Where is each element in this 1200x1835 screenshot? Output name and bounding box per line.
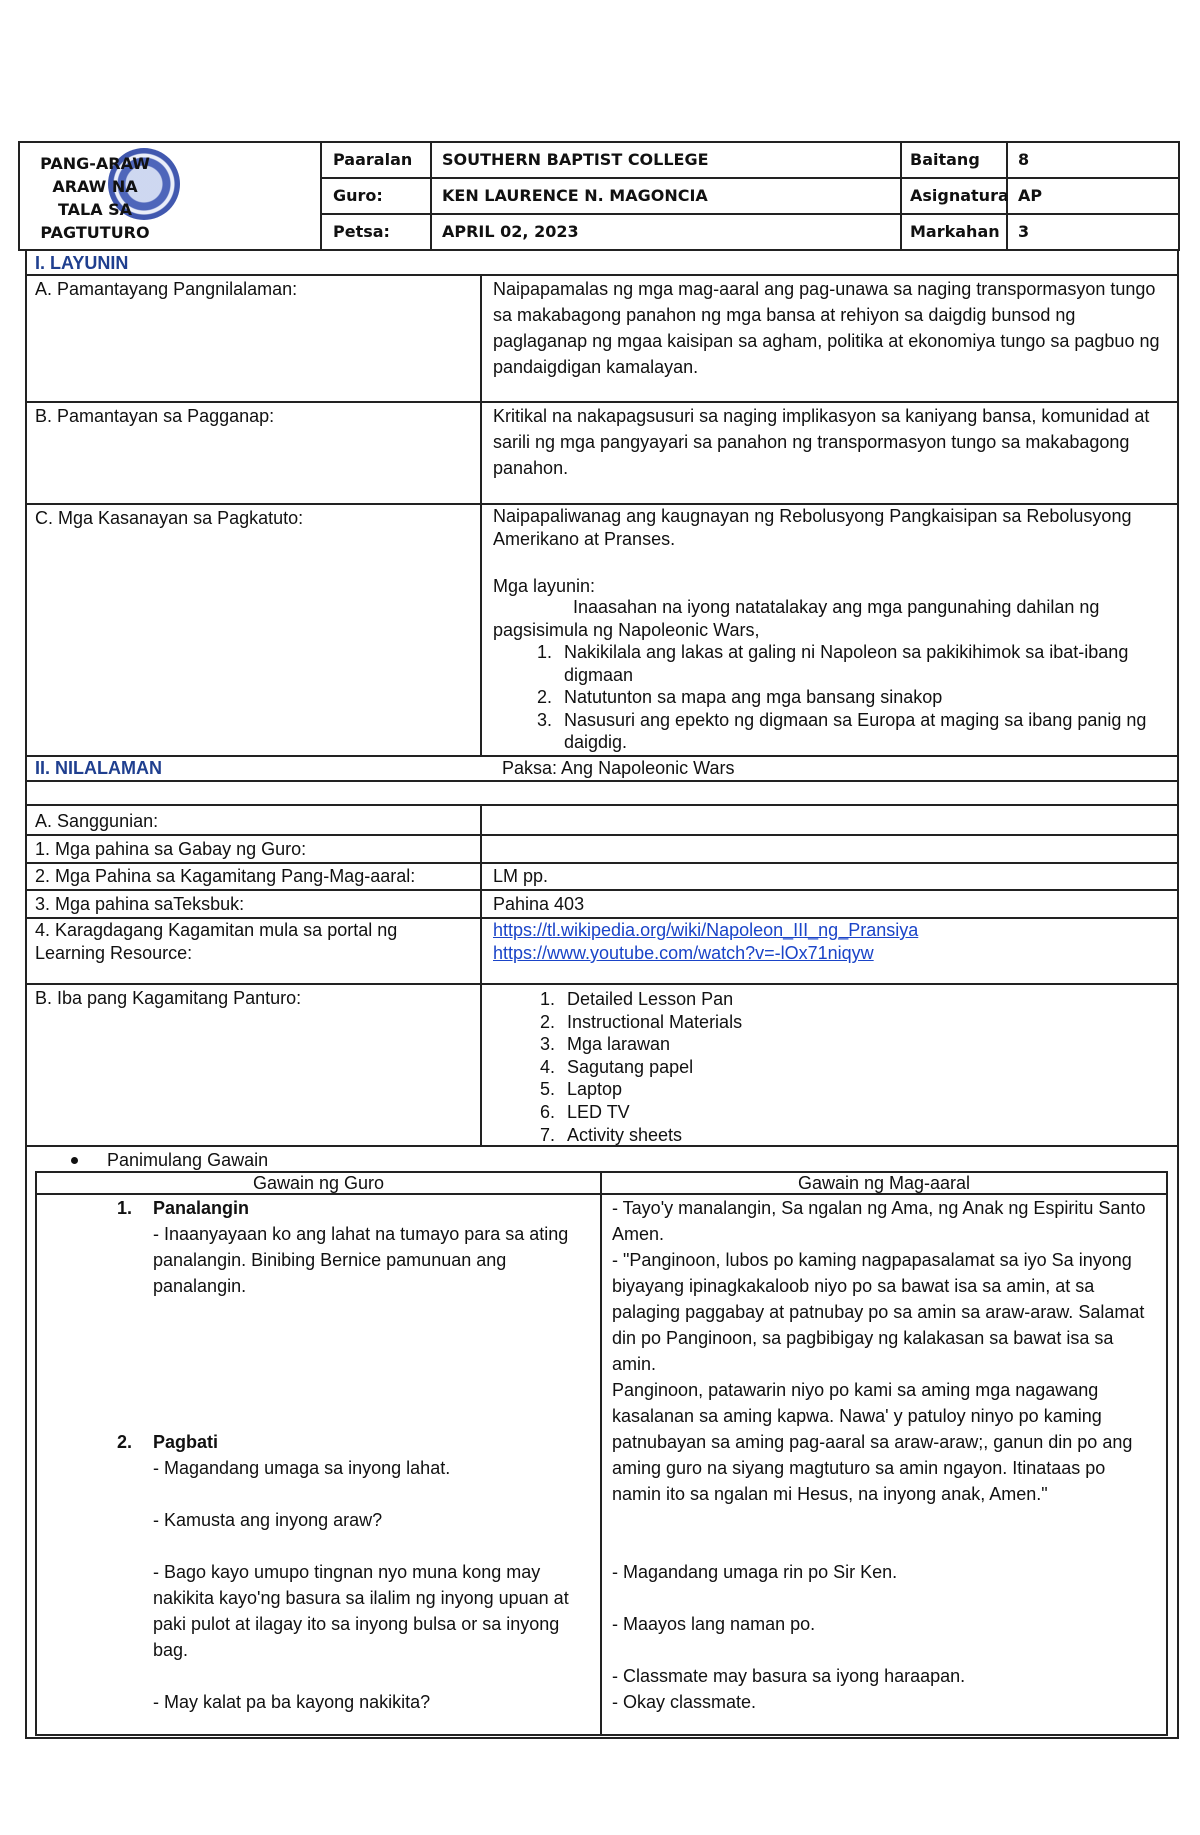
objectives-list bbox=[528, 641, 1148, 754]
bullet-icon bbox=[71, 1157, 78, 1164]
pamantayang-pangnilalaman-text: Naipapamalas ng mga mag-aaral ang pag-unawa sa naging transpormasyon tungo sa makabagong panahon ng mga bansa at rehiyon sa daigdig bunsod ng paglaganap ng mgaa kaisipan sa agham, politika at ekonomiya tungo sa pagbuo ng pandaigdigan kamalayan. bbox=[493, 279, 1160, 377]
title-line: TALA SA bbox=[57, 200, 133, 219]
kagamitan-label: 2. Mga Pahina sa Kagamitang Pang-Mag-aaral: bbox=[35, 866, 416, 886]
pamantayang-pangnilalaman-label: A. Pamantayang Pangnilalaman: bbox=[35, 279, 298, 299]
panalangin-number: 1. bbox=[117, 1198, 133, 1218]
guro-label: Guro: bbox=[333, 186, 383, 205]
list-item: 1. Nakikilala ang lakas at galing ni Napoleon sa pakikihimok sa ibat-ibang digmaan bbox=[536, 642, 1129, 685]
teksbuk-label: 3. Mga pahina saTeksbuk: bbox=[35, 894, 245, 914]
paaralan-label: Paaralan bbox=[333, 150, 413, 169]
student-line: - Magandang umaga rin po Sir Ken. bbox=[612, 1562, 898, 1582]
materials-list bbox=[531, 988, 1031, 1146]
wikipedia-link[interactable]: https://tl.wikipedia.org/wiki/Napoleon_III_ng_Pransiya bbox=[493, 920, 919, 940]
gabay-label: 1. Mga pahina sa Gabay ng Guro: bbox=[35, 839, 307, 859]
youtube-link[interactable]: https://www.youtube.com/watch?v=-lOx71niqyw bbox=[493, 943, 874, 963]
pagbati-title: Pagbati bbox=[153, 1432, 219, 1452]
student-line: - Okay classmate. bbox=[612, 1692, 757, 1712]
markahan-label: Markahan bbox=[910, 222, 1000, 241]
panimulang-gawain-label: Panimulang Gawain bbox=[107, 1150, 269, 1170]
guro-value: KEN LAURENCE N. MAGONCIA bbox=[442, 186, 708, 205]
col-header-guro: Gawain ng Guro bbox=[252, 1173, 385, 1193]
guro-line: - Magandang umaga sa inyong lahat. bbox=[153, 1458, 451, 1478]
title-line: PAGTUTURO bbox=[40, 223, 150, 242]
portal-label-line: 4. Karagdagang Kagamitan mula sa portal ng bbox=[35, 920, 398, 940]
kagamitan-value: LM pp. bbox=[493, 866, 549, 886]
pagbati-number: 2. bbox=[117, 1432, 133, 1452]
paaralan-value: SOUTHERN BAPTIST COLLEGE bbox=[442, 150, 709, 169]
layunin-intro: Inaasahan na iyong natatalakay ang mga pangunahing dahilan ng pagsisimula ng Napoleonic Wars, bbox=[493, 597, 1100, 640]
portal-label-line: Learning Resource: bbox=[35, 943, 193, 963]
nilalaman-heading: II. NILALAMAN bbox=[35, 758, 162, 778]
list-item: 2. Natutunton sa mapa ang mga bansang sinakop bbox=[536, 687, 943, 708]
kasanayan-label: C. Mga Kasanayan sa Pagkatuto: bbox=[35, 508, 304, 528]
col-header-magaaral: Gawain ng Mag-aaral bbox=[797, 1173, 971, 1193]
list-item: 2. Instructional Materials bbox=[539, 1011, 743, 1032]
list-item: 3. Mga larawan bbox=[539, 1034, 671, 1055]
sanggunian-label: A. Sanggunian: bbox=[35, 811, 159, 831]
pamantayan-sa-pagganap-label: B. Pamantayan sa Pagganap: bbox=[35, 406, 275, 426]
student-line: Panginoon, patawarin niyo po kami sa aming mga nagawang kasalanan sa aming kapwa. Nawa' y patuloy ninyo po kaming patnubayan sa aming pag-aaral sa araw-araw;, ganun din po ang aming guro na siyang magtuturo sa amin ngayon. Itinataas po namin ito sa ngalan mi Hesus, na inyong anak, Amen." bbox=[612, 1380, 1133, 1504]
iba-pang-kagamitan-label: B. Iba pang Kagamitang Panturo: bbox=[35, 988, 302, 1008]
mga-layunin-label: Mga layunin: bbox=[493, 576, 596, 596]
petsa-value: APRIL 02, 2023 bbox=[442, 222, 579, 241]
guro-line: - Bago kayo umupo tingnan nyo muna kong may nakikita kayo'ng basura sa ilalim ng inyong upuan at paki pulot at ilagay ito sa inyong bulsa or sa inyong bag. bbox=[153, 1562, 569, 1660]
student-line: - "Panginoon, lubos po kaming nagpapasalamat sa iyo Sa inyong biyayang ipinagkakaloob niyo po sa bawat isa sa amin, at sa palaging paggabay at patnubay po sa amin sa araw-araw. Salamat din po Panginoon, sa pagbibigay ng kalakasan sa bawat isa sa amin. bbox=[612, 1250, 1145, 1374]
asignatura-label: Asignatura bbox=[910, 186, 1009, 205]
student-line: - Maayos lang naman po. bbox=[612, 1614, 816, 1634]
kasanayan-text: Naipapaliwanag ang kaugnayan ng Rebolusyong Pangkaisipan sa Rebolusyong Amerikano at Pranses. bbox=[493, 506, 1132, 549]
guro-line: - May kalat pa ba kayong nakikita? bbox=[153, 1692, 431, 1712]
list-item: 5. Laptop bbox=[539, 1079, 623, 1100]
list-item: 7. Activity sheets bbox=[539, 1124, 683, 1145]
paksa-text: Paksa: Ang Napoleonic Wars bbox=[502, 758, 735, 778]
layunin-heading: I. LAYUNIN bbox=[35, 253, 129, 273]
list-item: 1. Detailed Lesson Pan bbox=[539, 989, 734, 1009]
baitang-value: 8 bbox=[1018, 150, 1030, 169]
asignatura-value: AP bbox=[1018, 186, 1043, 205]
portal-label bbox=[35, 919, 397, 965]
markahan-value: 3 bbox=[1018, 222, 1030, 241]
list-item: 4. Sagutang papel bbox=[539, 1056, 694, 1077]
petsa-label: Petsa: bbox=[333, 222, 390, 241]
student-line: - Tayo'y manalangin, Sa ngalan ng Ama, ng Anak ng Espiritu Santo Amen. bbox=[612, 1198, 1146, 1244]
list-item: 6. LED TV bbox=[539, 1101, 630, 1122]
title-line: PANG-ARAW bbox=[40, 154, 150, 173]
title-line: ARAW NA bbox=[52, 177, 138, 196]
panalangin-text: - Inaanyayaan ko ang lahat na tumayo para sa ating panalangin. Binibing Bernice pamunuan ang panalangin. bbox=[153, 1224, 569, 1296]
header-title bbox=[30, 152, 160, 244]
panalangin-title: Panalangin bbox=[153, 1198, 250, 1218]
list-item: 3. Nasusuri ang epekto ng digmaan sa Europa at maging sa ibang panig ng daigdig. bbox=[536, 709, 1147, 753]
student-line: - Classmate may basura sa iyong haraapan. bbox=[612, 1666, 966, 1686]
teksbuk-value: Pahina 403 bbox=[493, 894, 585, 914]
guro-line: - Kamusta ang inyong araw? bbox=[153, 1510, 383, 1530]
pamantayan-sa-pagganap-text: Kritikal na nakapagsusuri sa naging implikasyon sa kaniyang bansa, komunidad at sarili ng mga pangyayari sa panahon ng transpormasyon tungo sa makabagong panahon. bbox=[493, 406, 1150, 478]
baitang-label: Baitang bbox=[910, 150, 980, 169]
